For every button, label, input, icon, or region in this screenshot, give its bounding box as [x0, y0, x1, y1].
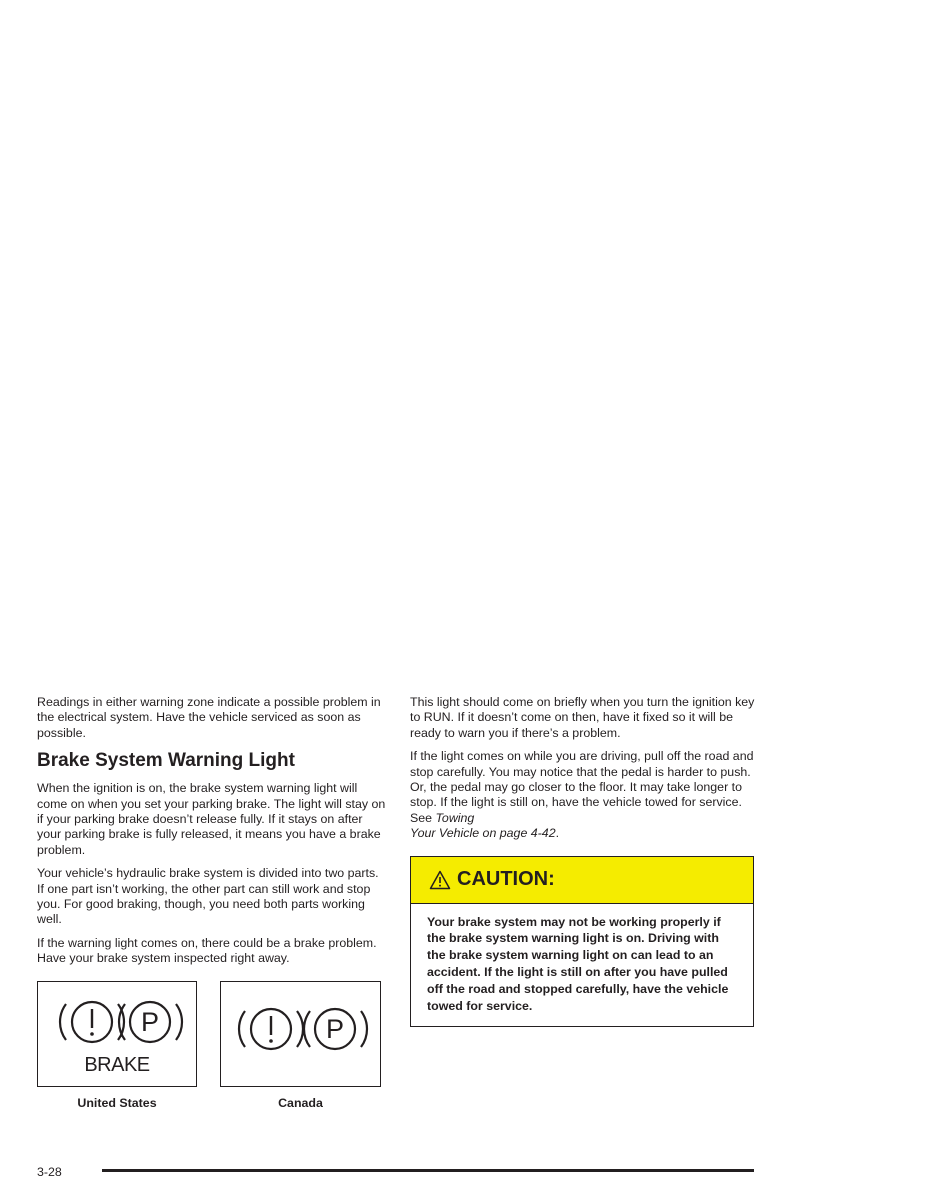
canada-brake-light-figure	[220, 981, 381, 1087]
warning-light-figures	[37, 981, 387, 1121]
caution-text: Your brake system may not be working properly if the brake system warning light is on. Driving with the brake system warning light on can lead to an accident. If the light is still on after you have pulled off the road and stopped carefully, have the vehicle towed for service.	[427, 914, 729, 1013]
left-column	[37, 695, 387, 1121]
caution-box	[410, 856, 754, 1028]
right-paragraph-1: This light should come on briefly when you turn the ignition key to RUN. If it doesn’t come on then, have it fixed so it will be ready to warn you if there’s a problem.	[410, 695, 755, 740]
canada-caption: Canada	[278, 1095, 323, 1110]
right-paragraph-2-text: If the light comes on while you are driving, pull off the road and stop carefully. You may notice that the pedal is harder to push. Or, the pedal may go closer to the floor. It may take longer to stop. If the light is still on, have the vehicle towed for service. See	[410, 749, 754, 825]
footer-rule	[102, 1169, 754, 1172]
us-brake-light-figure	[37, 981, 197, 1087]
warning-triangle-icon	[429, 870, 451, 890]
brake-paragraph-2: Your vehicle’s hydraulic brake system is divided into two parts. If one part isn’t working, the other part can still work and stop you. For good braking, though, you need both parts working well.	[37, 866, 379, 927]
right-paragraph-2	[410, 749, 760, 841]
intro-paragraph: Readings in either warning zone indicate a possible problem in the electrical system. Have the vehicle serviced as soon as possible.	[37, 695, 381, 740]
page-number: 3-28	[37, 1165, 62, 1179]
right-paragraph-2-end: .	[555, 826, 560, 841]
brake-paragraph-3: If the warning light comes on, there could be a brake problem. Have your brake system inspected right away.	[37, 935, 377, 966]
brake-label: BRAKE	[84, 1053, 150, 1076]
svg-text:P: P	[325, 1013, 345, 1044]
towing-reference-a: Towing	[435, 810, 475, 825]
brake-paragraph-1: When the ignition is on, the brake system warning light will come on when you set your parking brake. The light will stay on if your parking brake doesn’t release fully. If it stays on after your parking brake is fully released, it means you have a brake problem.	[37, 781, 386, 857]
towing-reference-b: Your Vehicle on page 4-42	[410, 826, 556, 841]
caution-header	[411, 857, 753, 904]
parking-brake-icon	[221, 982, 379, 1082]
svg-text:P: P	[140, 1006, 160, 1037]
us-caption: United States	[77, 1095, 157, 1110]
right-column	[410, 695, 760, 1027]
brake-exclamation-icon	[38, 982, 195, 1052]
section-heading: Brake System Warning Light	[37, 750, 295, 772]
caution-title: CAUTION:	[457, 868, 555, 891]
